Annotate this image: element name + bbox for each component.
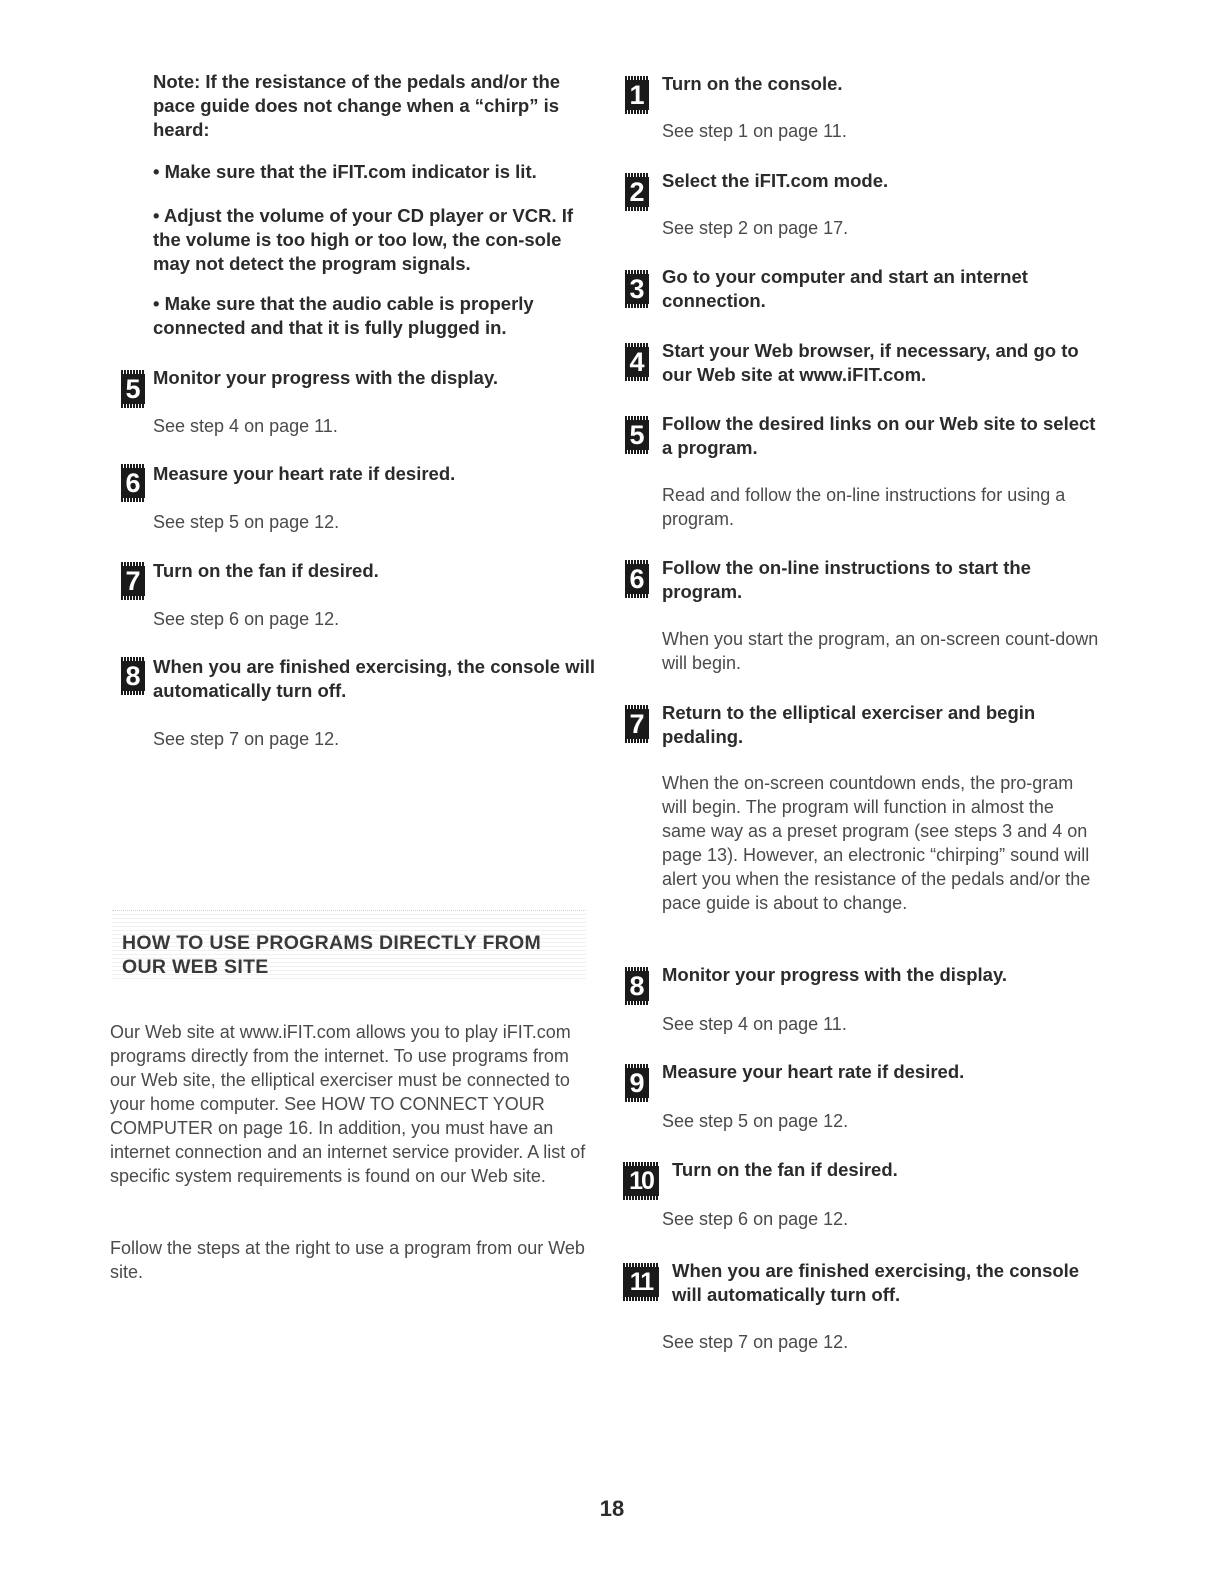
step-title: Monitor your progress with the display. xyxy=(153,367,499,388)
note-bullet: • Adjust the volume of your CD player or VCR. If the volume is too high or too low, the con-sole may not detect the program signals. xyxy=(153,205,574,274)
step-title: Turn on the fan if desired. xyxy=(672,1159,898,1180)
step-number-badge: 5 xyxy=(121,370,145,408)
step-title: Return to the elliptical exerciser and begin pedaling. xyxy=(662,702,1036,747)
note-bullet: • Make sure that the audio cable is properly connected and that it is fully plugged in. xyxy=(153,293,534,338)
page-number: 18 xyxy=(599,1496,625,1521)
step-number-badge: 1 xyxy=(625,76,649,114)
step-number-badge: 3 xyxy=(625,270,649,308)
section-heading-text: HOW TO USE PROGRAMS DIRECTLY FROM OUR WEB SITE xyxy=(122,932,542,978)
step-number-badge: 7 xyxy=(121,562,145,600)
step-title: Monitor your progress with the display. xyxy=(662,964,1008,985)
step-body: See step 5 on page 12. xyxy=(153,512,340,532)
step-body: See step 1 on page 11. xyxy=(662,121,847,141)
step-body: See step 6 on page 12. xyxy=(153,609,340,629)
step-number-badge: 8 xyxy=(625,967,649,1005)
step-body: When the on-screen countdown ends, the pro-gram will begin. The program will function in almost the same way as a preset program (see steps 3 and 4 on page 13). However, an electronic “chirping” sound will alert you when the resistance of the pedals and/or the pace guide is about to change. xyxy=(662,773,1091,913)
intro-paragraph: Our Web site at www.iFIT.com allows you to play iFIT.com programs directly from the internet. To use programs from our Web site, the elliptical exerciser must be connected to your home computer. See HOW TO CONNECT YOUR COMPUTER on page 16. In addition, you must have an internet connection and an internet service provider. A list of specific system requirements is found on our Web site. xyxy=(110,1022,586,1186)
step-number-badge: 10 xyxy=(623,1162,659,1200)
step-title: Measure your heart rate if desired. xyxy=(153,463,456,484)
step-body: See step 2 on page 17. xyxy=(662,218,849,238)
step-title: Go to your computer and start an internet connection. xyxy=(662,266,1028,311)
step-number-badge: 7 xyxy=(625,705,649,743)
step-title: Turn on the console. xyxy=(662,73,843,94)
step-number-badge: 4 xyxy=(625,343,649,381)
step-body: See step 6 on page 12. xyxy=(662,1209,849,1229)
step-body: See step 7 on page 12. xyxy=(153,729,340,749)
step-body: Read and follow the on-line instructions for using a program. xyxy=(662,485,1066,529)
step-title: When you are finished exercising, the console will automatically turn off. xyxy=(153,656,596,701)
section-heading xyxy=(112,910,586,981)
step-number-badge: 5 xyxy=(625,416,649,454)
step-title: When you are finished exercising, the console will automatically turn off. xyxy=(672,1260,1080,1305)
step-number-badge: 8 xyxy=(121,657,145,695)
step-body: When you start the program, an on-screen count-down will begin. xyxy=(662,629,1099,673)
step-title: Start your Web browser, if necessary, and go to our Web site at www.iFIT.com. xyxy=(662,340,1079,385)
step-number-badge: 2 xyxy=(625,173,649,211)
note-bullet: • Make sure that the iFIT.com indicator is lit. xyxy=(153,161,537,182)
step-number-badge: 11 xyxy=(623,1263,659,1301)
step-title: Measure your heart rate if desired. xyxy=(662,1061,965,1082)
step-title: Follow the on-line instructions to start the program. xyxy=(662,557,1031,602)
step-number-badge: 6 xyxy=(121,464,145,502)
step-title: Follow the desired links on our Web site to select a program. xyxy=(662,413,1096,458)
step-body: See step 4 on page 11. xyxy=(662,1014,847,1034)
step-body: See step 5 on page 12. xyxy=(662,1111,849,1131)
note-text: Note: If the resistance of the pedals and/or the pace guide does not change when a “chirp” is heard: xyxy=(153,71,561,140)
step-number-badge: 6 xyxy=(625,560,649,598)
step-title: Turn on the fan if desired. xyxy=(153,560,379,581)
step-title: Select the iFIT.com mode. xyxy=(662,170,889,191)
step-body: See step 7 on page 12. xyxy=(662,1332,849,1352)
step-number-badge: 9 xyxy=(625,1064,649,1102)
follow-paragraph: Follow the steps at the right to use a program from our Web site. xyxy=(110,1238,585,1282)
step-body: See step 4 on page 11. xyxy=(153,416,338,436)
